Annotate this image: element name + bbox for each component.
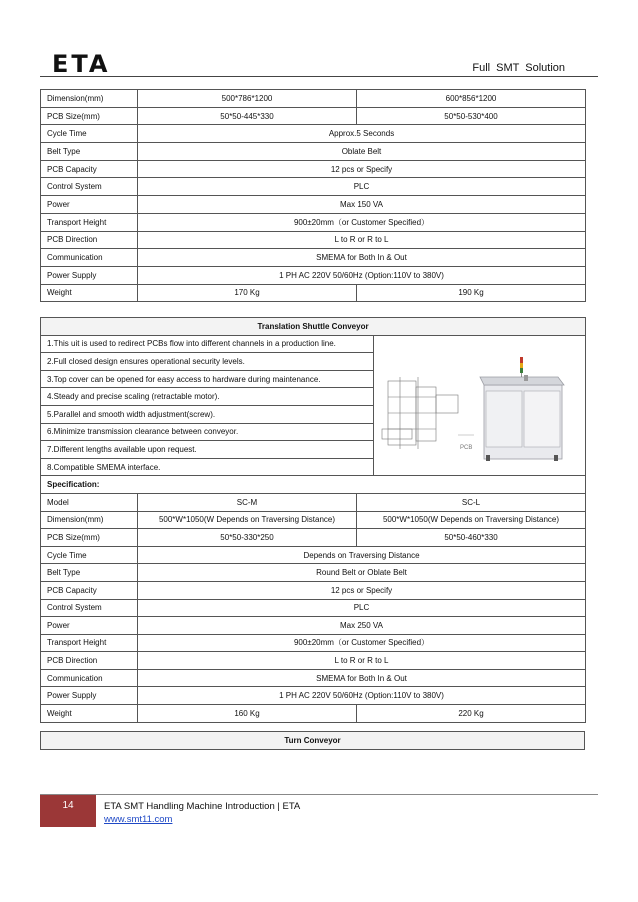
row-value: Round Belt or Oblate Belt [138,564,586,582]
row-label: Dimension(mm) [41,511,138,529]
row-value: 900±20mm（or Customer Specified） [138,634,586,652]
table-row [41,634,586,652]
table-row [41,266,586,284]
table-row [41,617,586,635]
row-value: 12 pcs or Specify [138,160,586,178]
row-label: Power Supply [41,687,138,705]
row-label: PCB Capacity [41,581,138,599]
table-row [41,213,586,231]
row-value: 600*856*1200 [357,90,586,108]
shuttle-conveyor-table [40,317,586,723]
product-image-cell [374,335,586,476]
shuttle-conveyor-image [374,337,586,471]
table-row [41,143,586,161]
turn-conveyor-table [40,731,585,750]
row-value: 160 Kg [138,705,357,723]
table-row [41,107,586,125]
table-row [41,564,586,582]
row-value: SMEMA for Both In & Out [138,249,586,267]
row-label: Control System [41,599,138,617]
footer-link[interactable]: www.smt11.com [104,814,173,825]
table-row [41,249,586,267]
footer-text [104,800,300,826]
footer-divider [40,794,598,795]
row-label: Belt Type [41,143,138,161]
row-value: Oblate Belt [138,143,586,161]
row-value: Max 250 VA [138,617,586,635]
row-value: 500*W*1050(W Depends on Traversing Distance) [138,511,357,529]
row-label: Cycle Time [41,546,138,564]
feature-item: 3.Top cover can be opened for easy access to hardware during maintenance. [41,370,374,388]
header-divider [40,76,598,77]
table-row [41,529,586,547]
row-label: Power Supply [41,266,138,284]
row-label: Transport Height [41,634,138,652]
row-label: Weight [41,705,138,723]
row-value: SC-M [138,493,357,511]
row-value: L to R or R to L [138,231,586,249]
header-tagline: Full SMT Solution [472,62,565,74]
table-row [41,511,586,529]
row-label: Belt Type [41,564,138,582]
row-value: 1 PH AC 220V 50/60Hz (Option:110V to 380V) [138,266,586,284]
table-row [41,581,586,599]
row-value: 50*50-445*330 [138,107,357,125]
table-row [41,687,586,705]
row-value: 170 Kg [138,284,357,302]
row-label: Cycle Time [41,125,138,143]
row-value: Depends on Traversing Distance [138,546,586,564]
row-label: Dimension(mm) [41,90,138,108]
svg-text:PCB: PCB [460,445,473,452]
feature-item: 1.This uit is used to redirect PCBs flow into different channels in a production line. [41,335,374,353]
table-row [41,652,586,670]
row-label: Transport Height [41,213,138,231]
table-row [41,705,586,723]
row-label: Power [41,617,138,635]
table-row [41,284,586,302]
row-label: Weight [41,284,138,302]
feature-item: 6.Minimize transmission clearance between conveyor. [41,423,374,441]
row-value: 50*50-530*400 [357,107,586,125]
row-value: SC-L [357,493,586,511]
row-label: Communication [41,669,138,687]
table-row [41,669,586,687]
row-label: Model [41,493,138,511]
page-number: 14 [40,795,96,827]
shuttle-title: Translation Shuttle Conveyor [41,318,586,336]
row-label: PCB Size(mm) [41,107,138,125]
row-label: PCB Size(mm) [41,529,138,547]
row-value: Approx.5 Seconds [138,125,586,143]
row-value: 190 Kg [357,284,586,302]
row-value: 50*50-330*250 [138,529,357,547]
row-value: 1 PH AC 220V 50/60Hz (Option:110V to 380V) [138,687,586,705]
table-row [41,90,586,108]
row-value: Max 150 VA [138,196,586,214]
row-value: 500*W*1050(W Depends on Traversing Distance) [357,511,586,529]
row-value: PLC [138,178,586,196]
spec-label-row [41,476,586,494]
table-row [41,125,586,143]
spec-label: Specification: [41,476,586,494]
row-value: 500*786*1200 [138,90,357,108]
row-label: PCB Direction [41,231,138,249]
row-value: 12 pcs or Specify [138,581,586,599]
feature-item: 4.Steady and precise scaling (retractable motor). [41,388,374,406]
row-value: SMEMA for Both In & Out [138,669,586,687]
row-value: 50*50-460*330 [357,529,586,547]
eta-logo: ETA [52,50,111,78]
table-row [41,160,586,178]
table-row [41,599,586,617]
table-row [41,493,586,511]
table-row [41,178,586,196]
feature-item: 8.Compatible SMEMA interface. [41,458,374,476]
footer-title: ETA SMT Handling Machine Introduction | ETA [104,801,301,812]
feature-row [41,335,586,353]
table-row [41,231,586,249]
row-value: L to R or R to L [138,652,586,670]
table-row [41,196,586,214]
turn-title: Turn Conveyor [41,732,585,750]
feature-item: 2.Full closed design ensures operational security levels. [41,353,374,371]
feature-item: 5.Parallel and smooth width adjustment(screw). [41,405,374,423]
table-row [41,546,586,564]
row-label: Control System [41,178,138,196]
row-label: PCB Capacity [41,160,138,178]
row-value: PLC [138,599,586,617]
spec-table-previous [40,89,586,302]
feature-item: 7.Different lengths available upon request. [41,441,374,459]
row-value: 900±20mm（or Customer Specified） [138,213,586,231]
row-label: PCB Direction [41,652,138,670]
row-value: 220 Kg [357,705,586,723]
row-label: Power [41,196,138,214]
row-label: Communication [41,249,138,267]
